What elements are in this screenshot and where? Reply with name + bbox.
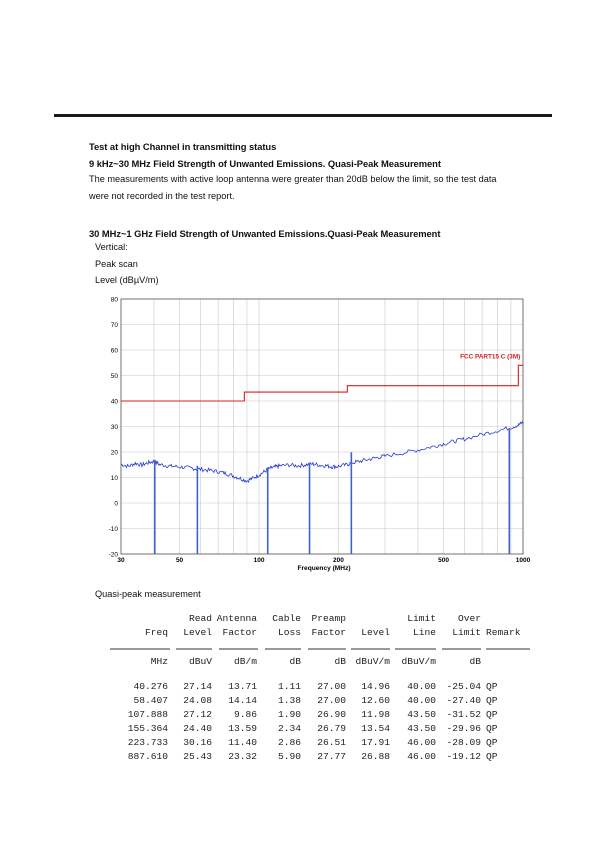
table-cell: 26.51 bbox=[317, 737, 346, 748]
table-unit: dBuV/m bbox=[355, 656, 390, 667]
x-tick-label: 30 bbox=[117, 557, 125, 564]
table-cell: -25.04 bbox=[446, 681, 481, 692]
table-cell: 1.11 bbox=[277, 681, 301, 692]
table-cell: 2.34 bbox=[277, 723, 301, 734]
table-cell: 24.08 bbox=[183, 695, 212, 706]
table-unit: MHz bbox=[150, 656, 168, 667]
table-cell: 13.71 bbox=[228, 681, 257, 692]
table-header: Loss bbox=[277, 627, 301, 638]
table-cell: 13.59 bbox=[228, 723, 257, 734]
table-header: Remark bbox=[486, 627, 521, 638]
table-header-top: Limit bbox=[407, 613, 436, 624]
table-cell: 14.14 bbox=[228, 695, 257, 706]
table-cell: 17.91 bbox=[361, 737, 390, 748]
table-cell: 30.16 bbox=[183, 737, 212, 748]
low-band-note-line2: were not recorded in the test report. bbox=[89, 191, 235, 201]
table-cell: 1.38 bbox=[277, 695, 301, 706]
table-cell: -19.12 bbox=[446, 751, 481, 762]
y-tick-label: 70 bbox=[110, 322, 118, 329]
table-cell: 14.96 bbox=[361, 681, 390, 692]
table-header-top: Preamp bbox=[311, 613, 346, 624]
table-cell: 40.00 bbox=[407, 681, 436, 692]
level-label: Level (dBµV/m) bbox=[95, 275, 159, 285]
table-header: Freq bbox=[144, 627, 168, 638]
section-title: Test at high Channel in transmitting status bbox=[89, 141, 277, 152]
table-cell: 23.32 bbox=[228, 751, 257, 762]
table-cell: -31.52 bbox=[446, 709, 481, 720]
table-cell: 27.00 bbox=[317, 695, 346, 706]
table-cell: QP bbox=[486, 709, 498, 720]
table-header: Factor bbox=[222, 627, 257, 638]
table-header-top: Antenna bbox=[216, 613, 257, 624]
table-cell: 11.40 bbox=[228, 737, 257, 748]
table-cell: 27.14 bbox=[183, 681, 212, 692]
table-cell: 107.888 bbox=[127, 709, 168, 720]
y-tick-label: 10 bbox=[110, 475, 118, 482]
table-cell: 13.54 bbox=[361, 723, 390, 734]
table-cell: 2.86 bbox=[277, 737, 301, 748]
table-cell: QP bbox=[486, 723, 498, 734]
table-unit: dBuV/m bbox=[401, 656, 436, 667]
y-tick-label: -20 bbox=[108, 551, 118, 559]
table-cell: 40.276 bbox=[133, 681, 168, 692]
low-band-title: 9 kHz~30 MHz Field Strength of Unwanted Emissions. Quasi-Peak Measurement bbox=[89, 158, 441, 169]
table-cell: -28.09 bbox=[446, 737, 481, 748]
y-tick-label: 40 bbox=[110, 398, 118, 406]
x-tick-label: 100 bbox=[253, 557, 265, 564]
table-header: Line bbox=[412, 627, 436, 638]
y-tick-label: 80 bbox=[110, 296, 118, 304]
table-cell: 27.77 bbox=[317, 751, 346, 762]
table-unit: dB bbox=[334, 656, 346, 667]
table-cell: 26.88 bbox=[361, 751, 390, 762]
table-unit: dB bbox=[469, 656, 481, 667]
table-header: Level bbox=[183, 627, 212, 638]
table-header: Factor bbox=[311, 627, 346, 638]
table-cell: QP bbox=[486, 695, 498, 706]
table-cell: 40.00 bbox=[407, 695, 436, 706]
table-cell: 1.90 bbox=[277, 709, 301, 720]
table-cell: 26.90 bbox=[317, 709, 346, 720]
high-band-title: 30 MHz~1 GHz Field Strength of Unwanted Emissions.Quasi-Peak Measurement bbox=[89, 228, 441, 239]
table-cell: -27.40 bbox=[446, 695, 481, 706]
table-unit: dB/m bbox=[233, 656, 257, 667]
table-cell: 46.00 bbox=[407, 737, 436, 748]
x-tick-label: 200 bbox=[333, 557, 344, 564]
table-cell: 223.733 bbox=[127, 737, 168, 748]
scan-label: Peak scan bbox=[95, 259, 138, 269]
table-cell: 11.98 bbox=[361, 709, 390, 720]
x-tick-label: 50 bbox=[175, 557, 184, 564]
table-cell: 9.86 bbox=[233, 709, 257, 720]
table-cell: 58.407 bbox=[133, 695, 168, 706]
table-unit: dBuV bbox=[188, 656, 212, 667]
polarization-label: Vertical: bbox=[95, 242, 128, 252]
table-cell: 5.90 bbox=[277, 751, 301, 762]
table-cell: 43.50 bbox=[407, 709, 436, 720]
table-header-top: Cable bbox=[272, 613, 301, 624]
quasi-peak-label: Quasi-peak measurement bbox=[95, 589, 201, 599]
y-tick-label: 30 bbox=[110, 424, 118, 431]
table-header: Level bbox=[361, 627, 390, 638]
table-header-top: Read bbox=[188, 613, 212, 624]
table-cell: -29.96 bbox=[446, 723, 481, 734]
table-unit: dB bbox=[289, 656, 301, 667]
table-header-top: Over bbox=[457, 613, 481, 624]
table-cell: 26.79 bbox=[317, 723, 346, 734]
limit-label: FCC PART15 C (3M) bbox=[460, 353, 521, 361]
x-tick-label: 1000 bbox=[515, 557, 531, 564]
table-cell: 887.610 bbox=[127, 751, 168, 762]
table-cell: 24.40 bbox=[183, 723, 212, 734]
table-cell: QP bbox=[486, 681, 498, 692]
table-cell: 25.43 bbox=[183, 751, 212, 762]
table-cell: 27.12 bbox=[183, 709, 212, 720]
x-tick-label: 500 bbox=[438, 557, 449, 564]
low-band-note-line1: The measurements with active loop antenna were greater than 20dB below the limit, so the test data bbox=[89, 174, 497, 184]
y-tick-label: 20 bbox=[110, 449, 118, 457]
table-cell: 12.60 bbox=[361, 695, 390, 706]
y-tick-label: 0 bbox=[114, 500, 118, 508]
x-axis-label: Frequency (MHz) bbox=[297, 565, 351, 572]
y-tick-label: 60 bbox=[110, 347, 118, 355]
table-cell: 27.00 bbox=[317, 681, 346, 692]
table-cell: QP bbox=[486, 751, 498, 762]
table-cell: QP bbox=[486, 737, 498, 748]
table-cell: 155.364 bbox=[127, 723, 168, 734]
y-tick-label: -10 bbox=[108, 526, 118, 533]
table-cell: 43.50 bbox=[407, 723, 436, 734]
y-tick-label: 50 bbox=[110, 373, 118, 380]
table-header: Limit bbox=[452, 627, 481, 638]
table-cell: 46.00 bbox=[407, 751, 436, 762]
